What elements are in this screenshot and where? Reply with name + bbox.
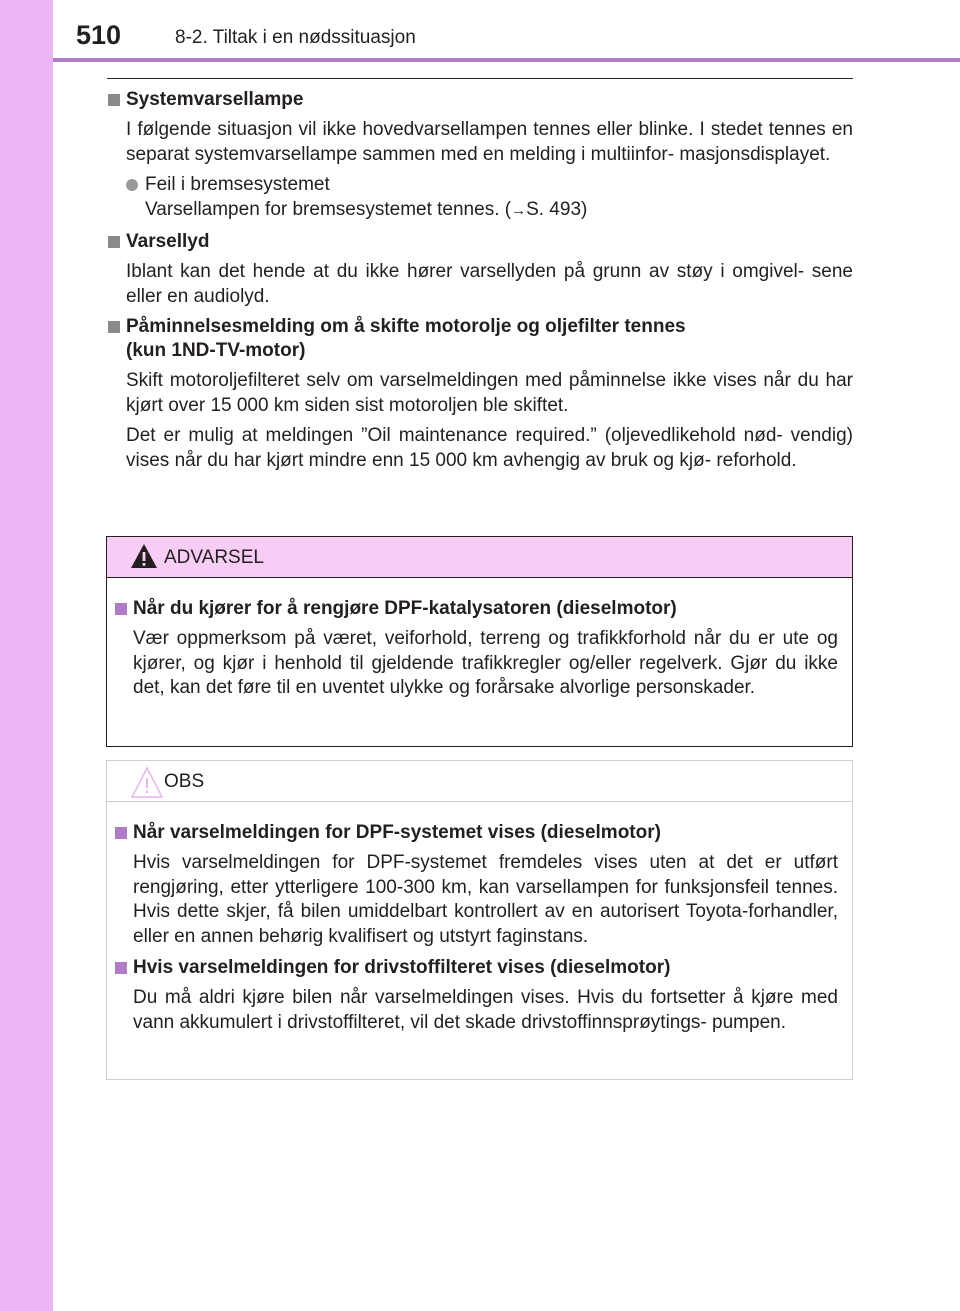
square-bullet-icon [115,827,127,839]
section-heading: Varsellyd [107,230,853,254]
round-bullet-icon [126,179,138,191]
section-text: Iblant kan det hende at du ikke hører varsellyden på grunn av støy i omgivel- sene eller en audiolyd. [126,261,853,307]
warning-triangle-icon [130,542,158,575]
side-bar [0,0,53,1311]
section-heading: Påminnelsesmelding om å skifte motorolje og oljefilter tennes (kun 1ND-TV-motor) [107,315,853,363]
page-number: 510 [76,20,122,50]
section-text: Skift motoroljefilteret selv om varselmeldingen med påminnelse ikke vises når du har kjørt over 15 000 km siden sist motoroljen ble skiftet. [126,370,853,416]
square-bullet-icon [108,94,120,106]
box-heading: Når varselmeldingen for DPF-systemet vises (dieselmotor) [114,821,838,845]
square-bullet-icon [108,321,120,333]
header-rule [53,58,960,62]
note-box-title: OBS [164,771,205,792]
warning-box-title: ADVARSEL [164,547,264,568]
box-heading: Hvis varselmeldingen for drivstoffilteret vises (dieselmotor) [114,956,838,980]
main-content [107,88,853,481]
section-heading: Systemvarsellampe [107,88,853,112]
square-bullet-icon [108,236,120,248]
box-heading: Når du kjører for å rengjøre DPF-katalysatoren (dieselmotor) [114,597,838,621]
box-text: Hvis varselmeldingen for DPF-systemet fremdeles vises uten at det er utført rengjøring, etter ytterligere 100-300 km, kan varsellampen for funksjonsfeil tennes. Hvis dette skjer, få bilen umiddelbart kontrollert av en autorisert Toyota-forhandler, eller en annen behørig kvalifisert og utstyrt faginstans. [133,852,838,947]
section-text: Det er mulig at meldingen ”Oil maintenance required.” (oljevedlikehold nød- vendig) vises når du har kjørt mindre enn 15 000 km avhengig av bruk og kjø- reforhold. [126,425,853,471]
arrow-right-icon: → [511,201,527,219]
warning-box-header [107,537,852,578]
list-item: Feil i bremsesystemet Varsellampen for bremsesystemet tennes. (→S. 493) [126,173,853,223]
chapter-title: 8-2. Tiltak i en nødssituasjon [175,27,416,48]
note-box-header [107,761,852,802]
section-text: I følgende situasjon vil ikke hovedvarsellampen tennes eller blinke. I stedet tennes en separat systemvarsellampe sammen med en melding i multiinfor- masjonsdisplayet. [126,119,853,165]
warning-box [106,536,853,747]
note-box-body [107,802,852,1035]
note-box [106,760,853,1080]
page-reference-link[interactable]: S. 493) [526,198,588,220]
warning-box-body [107,578,852,701]
top-rule [107,78,853,79]
square-bullet-icon [115,962,127,974]
square-bullet-icon [115,603,127,615]
caution-triangle-icon [130,766,164,805]
box-text: Du må aldri kjøre bilen når varselmeldingen vises. Hvis du fortsetter å kjøre med vann akkumulert i drivstoffilteret, vil det skade drivstoffinnsprøytings- pumpen. [133,987,838,1033]
box-text: Vær oppmerksom på været, veiforhold, terreng og trafikkforhold når du er ute og kjører, og kjør i henhold til gjeldende trafikkregler og/eller regelverk. Gjør du ikke det, kan det føre til en uventet ulykke og forårsake alvorlige personskader. [133,628,838,698]
